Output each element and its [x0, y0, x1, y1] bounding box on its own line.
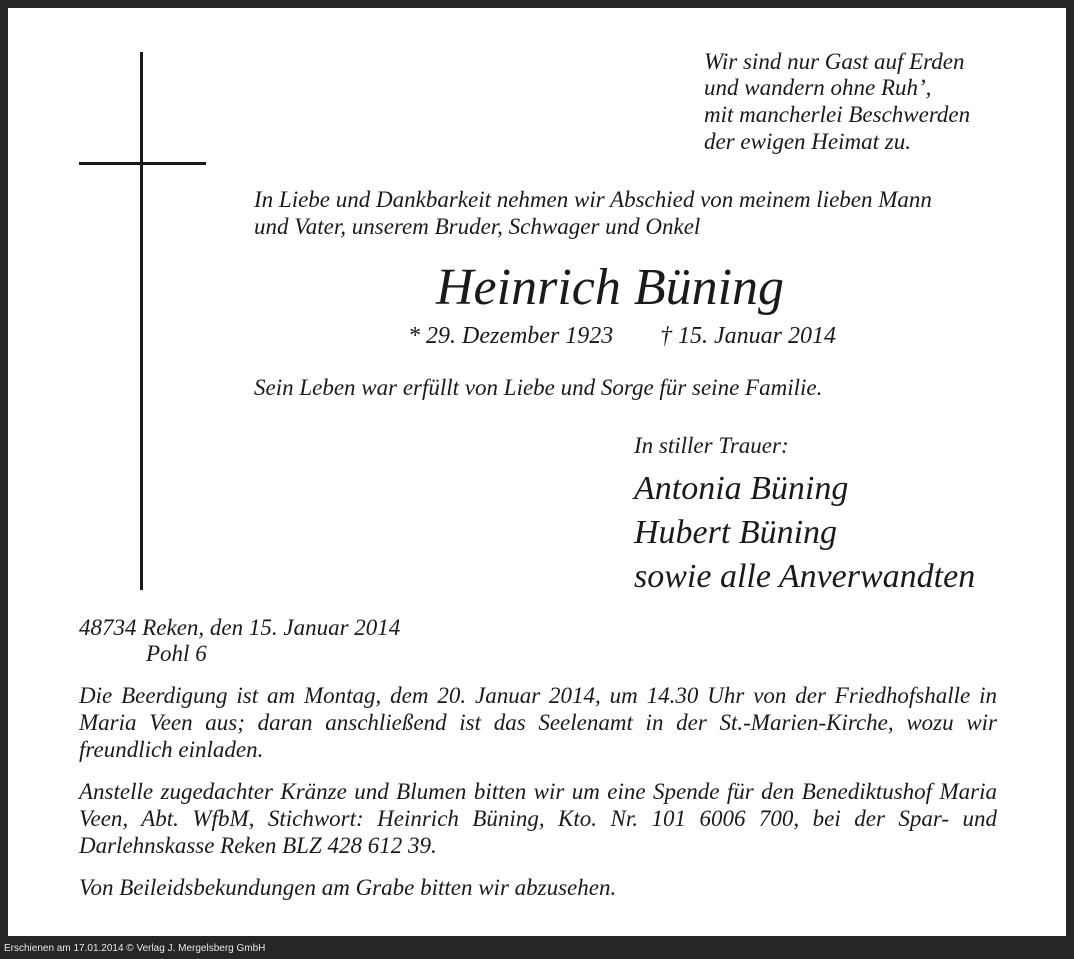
place-date: 48734 Reken, den 15. Januar 2014	[79, 615, 401, 640]
mourner-name-2: Hubert Büning	[634, 514, 838, 551]
publication-footer: Erschienen am 17.01.2014 © Verlag J. Mergelsberg GmbH	[4, 943, 266, 954]
mourner-name-1: Antonia Büning	[634, 470, 849, 507]
poem-line-3: mit mancherlei Beschwerden	[704, 102, 971, 127]
mourner-name-3: sowie alle Anverwandten	[634, 558, 976, 595]
cross-horizontal-bar	[79, 162, 206, 165]
intro-line-1: In Liebe und Dankbarkeit nehmen wir Abschied von meinem lieben Mann	[254, 187, 932, 212]
mourners-label: In stiller Trauer:	[634, 433, 789, 458]
obituary-card	[8, 8, 1066, 936]
deceased-name: Heinrich Büning	[436, 259, 785, 316]
birth-date: * 29. Dezember 1923	[408, 323, 614, 349]
condolence-notice: Von Beileidsbekundungen am Grabe bitten wir abzusehen.	[79, 875, 617, 900]
funeral-notice: Die Beerdigung ist am Montag, dem 20. Januar 2014, um 14.30 Uhr von der Friedhofshalle in Maria Veen aus; daran anschließend ist das Seelenamt in der St.-Marien-Kirche, wozu wir freundlich einladen.	[79, 683, 997, 762]
donation-notice: Anstelle zugedachter Kränze und Blumen bitten wir um eine Spende für den Benediktushof Maria Veen, Abt. WfbM, Stichwort: Heinrich Büning, Kto. Nr. 101 6006 700, bei der Spar- und Darlehnskasse Reken BLZ 428 612 39.	[79, 779, 997, 858]
death-date: † 15. Januar 2014	[660, 323, 836, 349]
intro-line-2: und Vater, unserem Bruder, Schwager und Onkel	[254, 214, 701, 239]
street-address: Pohl 6	[146, 641, 207, 666]
cross-vertical-bar	[140, 52, 143, 590]
poem-line-1: Wir sind nur Gast auf Erden	[704, 49, 965, 74]
life-statement: Sein Leben war erfüllt von Liebe und Sorge für seine Familie.	[254, 375, 823, 400]
poem-line-4: der ewigen Heimat zu.	[704, 129, 911, 154]
poem-line-2: und wandern ohne Ruh’,	[704, 75, 932, 100]
